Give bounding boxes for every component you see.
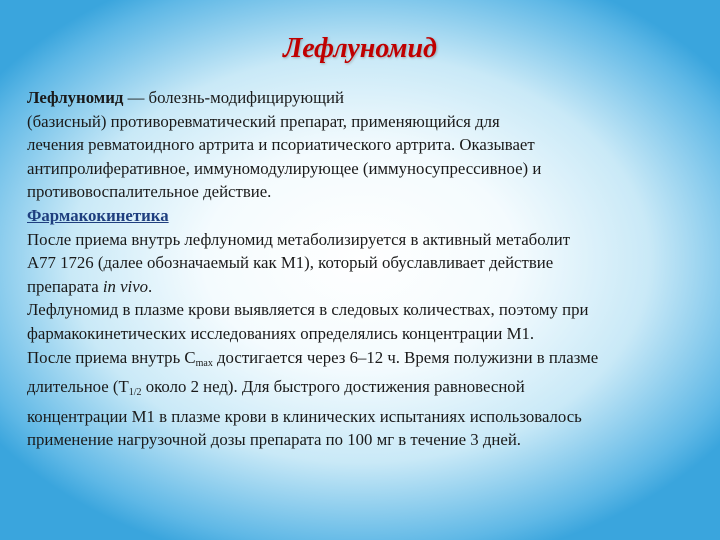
text-segment: После приема внутрь С <box>27 347 196 367</box>
slide-body <box>27 86 717 452</box>
text-line: Лефлуномид в плазме крови выявляется в следовых количествах, поэтому при <box>27 300 589 320</box>
subscript: max <box>195 357 213 369</box>
text-line: антипролиферативное, иммуномодулирующее (иммуносупрессивное) и <box>27 158 542 178</box>
text-line: фармакокинетических исследованиях определялись концентрации М1. <box>27 323 535 343</box>
text-line: (базисный) противоревматический препарат, применяющийся для <box>27 111 500 131</box>
text-segment: препарата <box>27 276 103 296</box>
text-line <box>27 375 717 405</box>
text-segment: достигается через 6–12 ч. Время полужизни в плазме <box>212 347 599 367</box>
italic-term: in vivo <box>102 276 149 296</box>
slide-title: Лефлуномид <box>283 33 437 64</box>
subscript: 1/2 <box>128 387 142 399</box>
text-line: противовоспалительное действие. <box>27 182 272 202</box>
text-segment: около 2 нед). Для быстрого достижения равновесной <box>141 377 525 397</box>
text-line: лечения ревматоидного артрита и псориатического артрита. Оказывает <box>27 135 535 155</box>
drug-name-term: Лефлуномид <box>27 88 124 107</box>
text-segment: — болезнь-модифицирующий <box>123 88 344 107</box>
text-line <box>27 86 717 110</box>
text-line: применение нагрузочной дозы препарата по 100 мг в течение 3 дней. <box>27 430 521 450</box>
text-line: После приема внутрь лефлуномид метаболизируется в активный метаболит <box>27 229 571 249</box>
text-segment: . <box>148 276 153 296</box>
section-heading: Фармакокинетика <box>27 205 169 225</box>
text-line <box>27 275 717 299</box>
text-segment: длительное (Т <box>27 377 129 397</box>
text-line <box>27 346 717 376</box>
text-line: концентрации М1 в плазме крови в клинических испытаниях использовалось <box>27 406 582 426</box>
text-line: A77 1726 (далее обозначаемый как М1), который обуславливает действие <box>27 253 554 273</box>
